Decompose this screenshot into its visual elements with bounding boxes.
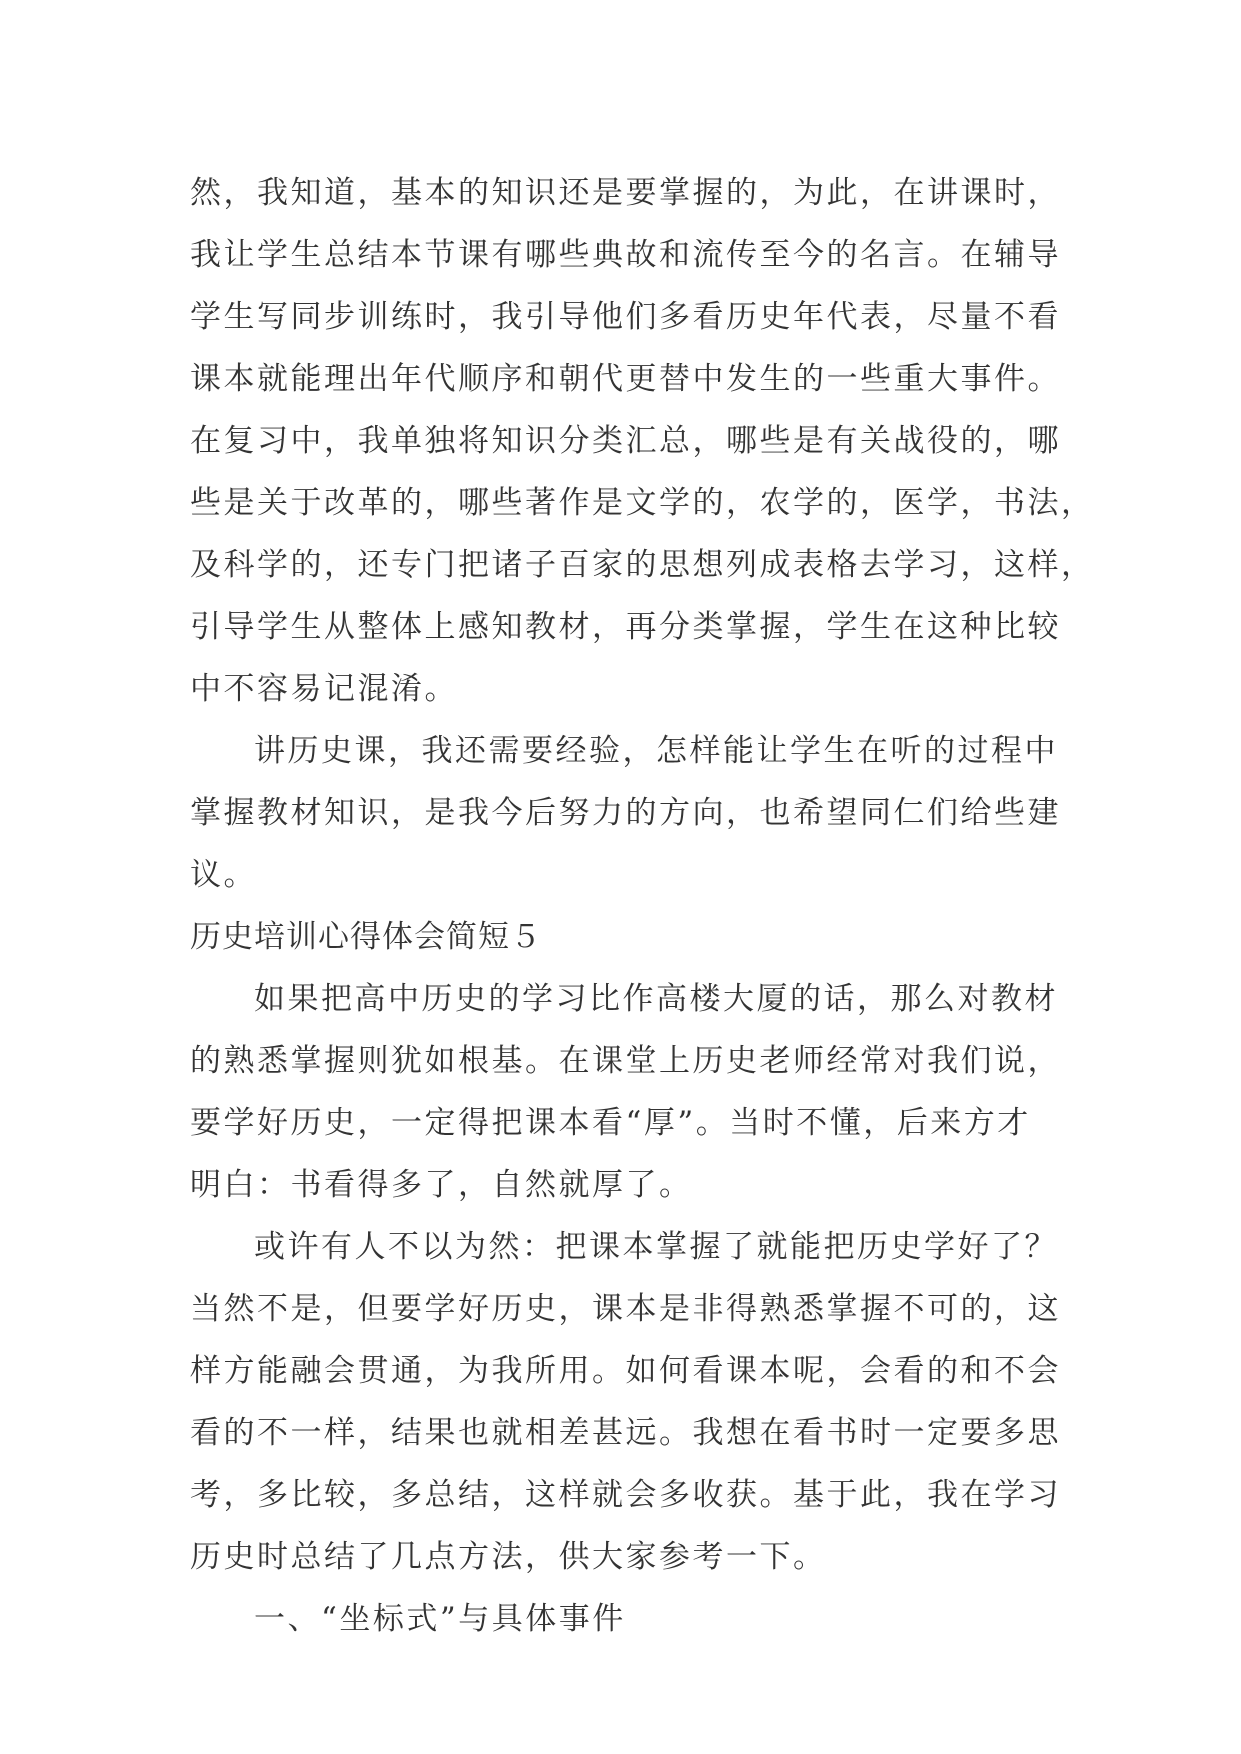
paragraph-line: 当然不是，但要学好历史，课本是非得熟悉掌握不可的，这: [190, 1291, 1061, 1327]
paragraph-line: 或许有人不以为然：把课本掌握了就能把历史学好了？: [254, 1229, 1058, 1265]
paragraph-line: 我让学生总结本节课有哪些典故和流传至今的名言。在辅导: [190, 237, 1061, 273]
paragraph-line: 议。: [190, 857, 257, 893]
document-body: [190, 162, 1095, 1650]
paragraph-line: 历史时总结了几点方法，供大家参考一下。: [190, 1539, 827, 1575]
paragraph-line: 看的不一样，结果也就相差甚远。我想在看书时一定要多思: [190, 1415, 1061, 1451]
paragraph-line: 如果把高中历史的学习比作高楼大厦的话，那么对教材: [254, 981, 1058, 1017]
paragraph-line: 掌握教材知识，是我今后努力的方向，也希望同仁们给些建: [190, 795, 1061, 831]
paragraph-line: 引导学生从整体上感知教材，再分类掌握，学生在这种比较: [190, 609, 1061, 645]
paragraph-line: 学生写同步训练时，我引导他们多看历史年代表，尽量不看: [190, 299, 1061, 335]
paragraph-line: 在复习中，我单独将知识分类汇总，哪些是有关战役的，哪: [190, 423, 1061, 459]
paragraph-1: [190, 162, 1095, 720]
paragraph-line: 中不容易记混淆。: [190, 671, 458, 707]
paragraph-line: 课本就能理出年代顺序和朝代更替中发生的一些重大事件。: [190, 361, 1061, 397]
paragraph-line: 要学好历史，一定得把课本看“厚”。当时不懂，后来方才: [190, 1105, 1031, 1141]
paragraph-line: 讲历史课，我还需要经验，怎样能让学生在听的过程中: [254, 733, 1058, 769]
section-heading: 历史培训心得体会简短５: [190, 919, 542, 955]
paragraph-line: 然，我知道，基本的知识还是要掌握的，为此，在讲课时，: [190, 175, 1061, 211]
paragraph-line: 的熟悉掌握则犹如根基。在课堂上历史老师经常对我们说，: [190, 1043, 1061, 1079]
paragraph-line: 明白：书看得多了，自然就厚了。: [190, 1167, 693, 1203]
paragraph-line: 考，多比较，多总结，这样就会多收获。基于此，我在学习: [190, 1477, 1061, 1513]
paragraph-line: 及科学的，还专门把诸子百家的思想列成表格去学习，这样，: [190, 547, 1095, 583]
paragraph-3: [190, 968, 1061, 1216]
paragraph-4: [190, 1216, 1061, 1588]
paragraph-2: [190, 720, 1061, 906]
subheading: 一、“坐标式”与具体事件: [254, 1601, 626, 1637]
paragraph-line: 样方能融会贯通，为我所用。如何看课本呢，会看的和不会: [190, 1353, 1061, 1389]
paragraph-line: 些是关于改革的，哪些著作是文学的，农学的，医学，书法，: [190, 485, 1095, 521]
